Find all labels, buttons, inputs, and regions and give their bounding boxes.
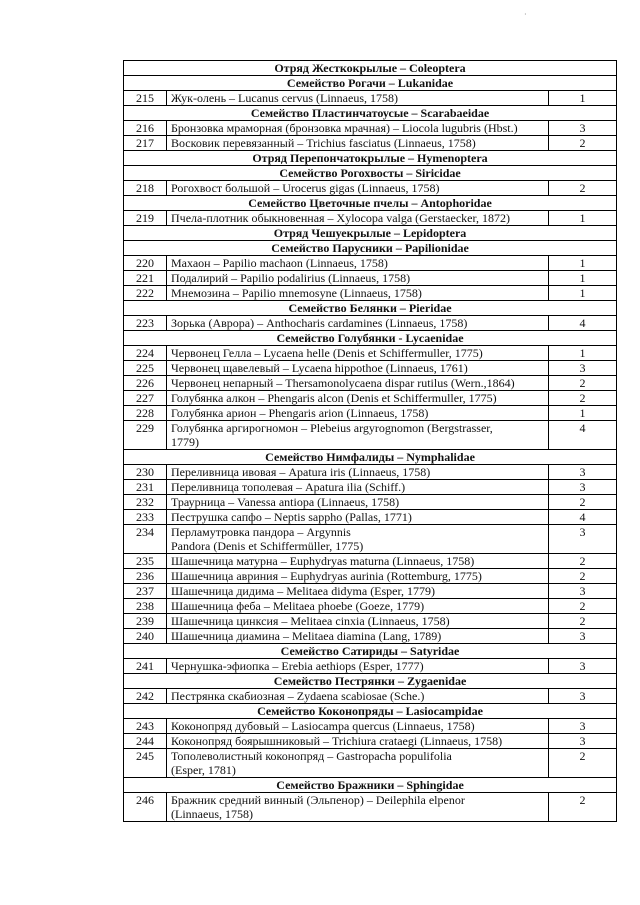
rarity-category: 3: [549, 584, 617, 599]
species-name-line: Голубянка аргирогномон – Plebeius argyrognomon (Bergstrasser,: [171, 421, 493, 435]
species-name-line: Коконопряд боярышниковый – Trichiura crataegi (Linnaeus, 1758): [171, 734, 503, 748]
species-name-line: Мнемозина – Papilio mnemosyne (Linnaeus, 1758): [171, 286, 422, 300]
species-number: 243: [124, 719, 167, 734]
species-number: 234: [124, 525, 167, 554]
section-header-row: [124, 226, 617, 241]
section-header: Семейство Рогохвосты – Siricidae: [124, 166, 617, 181]
species-number: 237: [124, 584, 167, 599]
species-name-line: Голубянка арион – Phengaris arion (Linnaeus, 1758): [171, 406, 429, 420]
species-name-line: Голубянка алкон – Phengaris alcon (Denis et Schiffermuller, 1775): [171, 391, 497, 405]
species-name: [167, 391, 549, 406]
rarity-category: 3: [549, 719, 617, 734]
species-name-line: Бронзовка мраморная (бронзовка мрачная) – Liocola lugubris (Hbst.): [171, 121, 518, 135]
section-header-row: [124, 644, 617, 659]
rarity-category: 3: [549, 465, 617, 480]
table-row: [124, 554, 617, 569]
section-header-row: [124, 166, 617, 181]
species-name: [167, 584, 549, 599]
species-table-body: [124, 61, 617, 822]
section-header-row: [124, 301, 617, 316]
table-row: [124, 689, 617, 704]
rarity-category: 1: [549, 256, 617, 271]
rarity-category: 2: [549, 599, 617, 614]
species-name-line: 1779): [171, 435, 199, 449]
species-name-line: Шашечница матурна – Euphydryas maturna (Linnaeus, 1758): [171, 554, 475, 568]
species-number: 227: [124, 391, 167, 406]
table-row: [124, 584, 617, 599]
table-row: [124, 793, 617, 822]
table-row: [124, 376, 617, 391]
section-header: Семейство Цветочные пчелы – Antophoridae: [124, 196, 617, 211]
section-header: Семейство Пестрянки – Zygaenidae: [124, 674, 617, 689]
species-number: 223: [124, 316, 167, 331]
species-number: 215: [124, 91, 167, 106]
species-name: [167, 525, 549, 554]
species-name-line: Pandora (Denis et Schiffermüller, 1775): [171, 539, 364, 553]
species-name: [167, 376, 549, 391]
section-header-row: [124, 778, 617, 793]
species-name: [167, 749, 549, 778]
section-header: Семейство Рогачи – Lukanidae: [124, 76, 617, 91]
rarity-category: 1: [549, 91, 617, 106]
species-number: 228: [124, 406, 167, 421]
species-number: 239: [124, 614, 167, 629]
species-name: [167, 614, 549, 629]
species-number: 231: [124, 480, 167, 495]
section-header: Семейство Нимфалиды – Nymphalidae: [124, 450, 617, 465]
species-name: [167, 421, 549, 450]
rarity-category: 3: [549, 659, 617, 674]
section-header: Семейство Голубянки - Lycaenidae: [124, 331, 617, 346]
section-header-row: [124, 450, 617, 465]
species-number: 221: [124, 271, 167, 286]
species-table: [123, 60, 617, 822]
species-name-line: (Linnaeus, 1758): [171, 807, 253, 821]
species-number: 217: [124, 136, 167, 151]
table-row: [124, 256, 617, 271]
species-name: [167, 569, 549, 584]
species-name-line: Шашечница авриния – Euphydryas aurinia (Rottemburg, 1775): [171, 569, 482, 583]
species-number: 240: [124, 629, 167, 644]
species-number: 236: [124, 569, 167, 584]
section-header-row: [124, 151, 617, 166]
rarity-category: 4: [549, 421, 617, 450]
table-row: [124, 629, 617, 644]
species-name-line: Коконопряд дубовый – Lasiocampa quercus (Linnaeus, 1758): [171, 719, 475, 733]
table-row: [124, 749, 617, 778]
rarity-category: 3: [549, 629, 617, 644]
rarity-category: 1: [549, 286, 617, 301]
rarity-category: 2: [549, 614, 617, 629]
species-number: 242: [124, 689, 167, 704]
table-row: [124, 510, 617, 525]
section-header-row: [124, 331, 617, 346]
species-name-line: Переливница ивовая – Apatura iris (Linnaeus, 1758): [171, 465, 431, 479]
species-name: [167, 346, 549, 361]
species-name-line: Переливница тополевая – Apatura ilia (Schiff.): [171, 480, 406, 494]
species-number: 230: [124, 465, 167, 480]
species-name: [167, 599, 549, 614]
species-name-line: Траурница – Vanessa antiopa (Linnaeus, 1758): [171, 495, 400, 509]
rarity-category: 2: [549, 391, 617, 406]
species-number: 224: [124, 346, 167, 361]
species-name: [167, 181, 549, 196]
species-name-line: Червонец щавелевый – Lycaena hippothoe (Linnaeus, 1761): [171, 361, 468, 375]
table-row: [124, 406, 617, 421]
species-name-line: Червонец Гелла – Lycaena helle (Denis et Schiffermuller, 1775): [171, 346, 483, 360]
table-row: [124, 659, 617, 674]
species-name-line: Рогохвост большой – Urocerus gigas (Linnaeus, 1758): [171, 181, 440, 195]
species-name-line: Шашечница феба – Melitaea phoebe (Goeze, 1779): [171, 599, 425, 613]
rarity-category: 4: [549, 510, 617, 525]
section-header: Семейство Бражники – Sphingidae: [124, 778, 617, 793]
rarity-category: 1: [549, 346, 617, 361]
species-name: [167, 480, 549, 495]
section-header-row: [124, 704, 617, 719]
species-name-line: Чернушка-эфиопка – Erebia aethiops (Esper, 1777): [171, 659, 424, 673]
species-name-line: Шашечница диамина – Melitaea diamina (Lang, 1789): [171, 629, 442, 643]
species-number: 245: [124, 749, 167, 778]
section-header: Семейство Сатириды – Satyridae: [124, 644, 617, 659]
section-header-row: [124, 106, 617, 121]
table-row: [124, 480, 617, 495]
species-name: [167, 734, 549, 749]
table-row: [124, 181, 617, 196]
species-name: [167, 211, 549, 226]
rarity-category: 3: [549, 734, 617, 749]
species-number: 233: [124, 510, 167, 525]
rarity-category: 1: [549, 406, 617, 421]
species-name: [167, 316, 549, 331]
species-number: 222: [124, 286, 167, 301]
species-name: [167, 465, 549, 480]
species-name: [167, 121, 549, 136]
species-number: 246: [124, 793, 167, 822]
section-header-row: [124, 76, 617, 91]
species-name: [167, 256, 549, 271]
species-number: 238: [124, 599, 167, 614]
rarity-category: 2: [549, 793, 617, 822]
section-header: Семейство Коконопряды – Lasiocampidae: [124, 704, 617, 719]
species-name-line: Тополеволистный коконопряд – Gastropacha populifolia: [171, 749, 452, 763]
species-name: [167, 406, 549, 421]
rarity-category: 3: [549, 361, 617, 376]
species-name: [167, 793, 549, 822]
section-header-row: [124, 196, 617, 211]
section-header-row: [124, 241, 617, 256]
rarity-category: 2: [549, 569, 617, 584]
rarity-category: 3: [549, 525, 617, 554]
table-row: [124, 614, 617, 629]
table-row: [124, 136, 617, 151]
table-row: [124, 495, 617, 510]
rarity-category: 3: [549, 121, 617, 136]
species-number: 232: [124, 495, 167, 510]
table-row: [124, 734, 617, 749]
species-name-line: (Esper, 1781): [171, 763, 236, 777]
species-name-line: Пчела-плотник обыкновенная – Xylocopa valga (Gerstaecker, 1872): [171, 211, 510, 225]
rarity-category: 2: [549, 376, 617, 391]
table-row: [124, 316, 617, 331]
table-row: [124, 91, 617, 106]
table-row: [124, 719, 617, 734]
section-header: Отряд Перепончатокрылые – Hymenoptera: [124, 151, 617, 166]
rarity-category: 2: [549, 181, 617, 196]
species-number: 216: [124, 121, 167, 136]
table-row: [124, 465, 617, 480]
species-number: 229: [124, 421, 167, 450]
rarity-category: 1: [549, 271, 617, 286]
species-name-line: Шашечница дидима – Melitaea didyma (Esper, 1779): [171, 584, 436, 598]
table-row: [124, 599, 617, 614]
species-name: [167, 510, 549, 525]
table-row: [124, 361, 617, 376]
section-header: Семейство Парусники – Papilionidae: [124, 241, 617, 256]
species-number: 241: [124, 659, 167, 674]
species-name: [167, 554, 549, 569]
species-name: [167, 495, 549, 510]
species-number: 235: [124, 554, 167, 569]
species-name: [167, 659, 549, 674]
table-row: [124, 121, 617, 136]
table-row: [124, 569, 617, 584]
species-name-line: Пестрянка скабиозная – Zydaena scabiosae (Sche.): [171, 689, 425, 703]
table-row: [124, 286, 617, 301]
species-number: 244: [124, 734, 167, 749]
table-row: [124, 391, 617, 406]
table-row: [124, 346, 617, 361]
species-name: [167, 91, 549, 106]
section-header: Семейство Пластинчатоусые – Scarabaeidae: [124, 106, 617, 121]
species-name-line: Бражник средний винный (Эльпенор) – Deilephila elpenor: [171, 793, 465, 807]
page-mark: ·: [524, 10, 527, 19]
table-row: [124, 211, 617, 226]
section-header-row: [124, 674, 617, 689]
rarity-category: 4: [549, 316, 617, 331]
species-name: [167, 689, 549, 704]
table-row: [124, 421, 617, 450]
species-name: [167, 136, 549, 151]
table-row: [124, 525, 617, 554]
section-header: Отряд Чешуекрылые – Lepidoptera: [124, 226, 617, 241]
rarity-category: 2: [549, 495, 617, 510]
species-number: 226: [124, 376, 167, 391]
section-header: Семейство Белянки – Pieridae: [124, 301, 617, 316]
species-name-line: Перламутровка пандора – Argynnis: [171, 525, 351, 539]
species-number: 225: [124, 361, 167, 376]
rarity-category: 1: [549, 211, 617, 226]
species-name-line: Зорька (Аврора) – Anthocharis cardamines (Linnaeus, 1758): [171, 316, 468, 330]
rarity-category: 2: [549, 136, 617, 151]
rarity-category: 3: [549, 480, 617, 495]
species-name-line: Червонец непарный – Thersamonolycaena dispar rutilus (Wern.,1864): [171, 376, 515, 390]
species-name-line: Шашечница цинксия – Melitaea cinxia (Linnaeus, 1758): [171, 614, 450, 628]
species-name: [167, 719, 549, 734]
species-name-line: Подалирий – Papilio podalirius (Linnaeus, 1758): [171, 271, 411, 285]
species-name: [167, 286, 549, 301]
rarity-category: 2: [549, 749, 617, 778]
species-number: 218: [124, 181, 167, 196]
rarity-category: 2: [549, 554, 617, 569]
species-number: 220: [124, 256, 167, 271]
species-name: [167, 629, 549, 644]
species-name: [167, 361, 549, 376]
table-row: [124, 271, 617, 286]
species-name: [167, 271, 549, 286]
species-name-line: Пеструшка сапфо – Neptis sappho (Pallas, 1771): [171, 510, 412, 524]
species-name-line: Махаон – Papilio machaon (Linnaeus, 1758): [171, 256, 388, 270]
species-number: 219: [124, 211, 167, 226]
section-header: Отряд Жесткокрылые – Coleoptera: [124, 61, 617, 76]
section-header-row: [124, 61, 617, 76]
species-name-line: Жук-олень – Lucanus cervus (Linnaeus, 1758): [171, 91, 398, 105]
species-name-line: Восковик перевязанный – Trichius fasciatus (Linnaeus, 1758): [171, 136, 476, 150]
rarity-category: 3: [549, 689, 617, 704]
